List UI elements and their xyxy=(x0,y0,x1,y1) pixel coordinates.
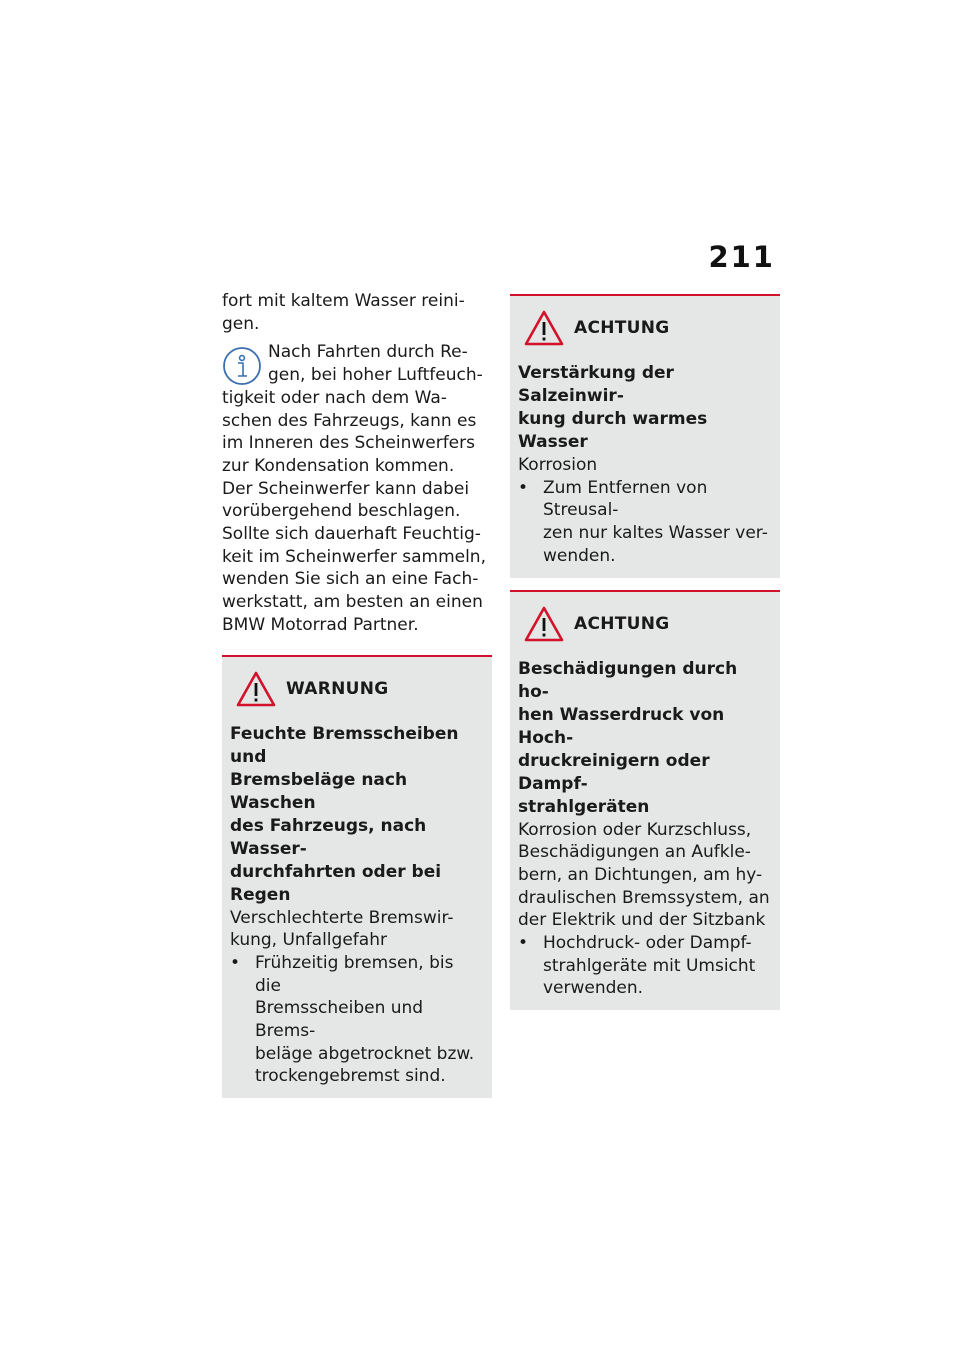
caution-header xyxy=(518,308,772,348)
text-line: wenden. xyxy=(543,545,616,566)
text-line: durchfahrten oder bei Regen xyxy=(230,861,442,905)
text-line: strahlgeräten xyxy=(518,796,650,817)
text-line: vorübergehend beschlagen. xyxy=(222,501,461,522)
text-line: BMW Motorrad Partner. xyxy=(222,614,419,635)
warning-triangle-icon xyxy=(236,671,276,707)
list-item xyxy=(230,952,484,1088)
list-item xyxy=(518,477,772,568)
left-column xyxy=(222,290,492,1098)
text-line: Bremsscheiben und Brems- xyxy=(255,998,424,1042)
list-item xyxy=(518,932,772,1000)
text-line: verwenden. xyxy=(543,978,644,999)
text-line: beläge abgetrocknet bzw. xyxy=(255,1043,475,1064)
caution-title xyxy=(518,658,772,819)
caution-box-1 xyxy=(510,294,780,578)
right-column xyxy=(510,294,780,1010)
caution-title xyxy=(518,362,772,454)
caution-header xyxy=(518,604,772,644)
text-line: Korrosion oder Kurzschluss, xyxy=(518,819,752,840)
text-line: Verstärkung der Salzeinwir- xyxy=(518,363,674,406)
text-line: zen nur kaltes Wasser ver- xyxy=(543,523,768,544)
text-line: des Fahrzeugs, nach Wasser- xyxy=(230,815,427,859)
text-line: gen. xyxy=(222,313,260,334)
caution-bullet-list xyxy=(518,477,772,568)
warning-title xyxy=(230,723,484,907)
text-line: draulischen Bremssystem, an xyxy=(518,887,770,908)
text-line: im Inneren des Scheinwerfers xyxy=(222,433,475,454)
info-note xyxy=(222,341,492,636)
warning-triangle-icon xyxy=(524,606,564,642)
text-line: Nach Fahrten durch Re- xyxy=(268,342,468,363)
text-line: Korrosion xyxy=(518,455,598,475)
text-line: kung, Unfallgefahr xyxy=(230,930,387,951)
text-line: Der Scheinwerfer kann dabei xyxy=(222,478,470,499)
warning-label: WARNUNG xyxy=(286,678,389,699)
warning-box xyxy=(222,655,492,1099)
text-line: zur Kondensation kommen. xyxy=(222,455,455,476)
text-line: tigkeit oder nach dem Wa- xyxy=(222,387,447,408)
warning-bullet-list xyxy=(230,952,484,1088)
warning-description xyxy=(230,907,484,952)
text-line: bern, an Dichtungen, am hy- xyxy=(518,864,763,885)
text-line: Bremsbeläge nach Waschen xyxy=(230,769,408,813)
text-line: Beschädigungen durch ho- xyxy=(518,658,738,702)
text-line: druckreinigern oder Dampf- xyxy=(518,750,710,794)
caution-description xyxy=(518,454,772,477)
caution-label: ACHTUNG xyxy=(574,318,670,338)
caution-description xyxy=(518,819,772,933)
text-line: gen, bei hoher Luftfeuch- xyxy=(268,365,483,386)
warning-triangle-icon xyxy=(524,310,564,346)
caution-bullet-list xyxy=(518,932,772,1000)
text-line: keit im Scheinwerfer sammeln, xyxy=(222,546,486,567)
text-line: hen Wasserdruck von Hoch- xyxy=(518,704,725,748)
text-line: • Frühzeitig bremsen, bis die xyxy=(255,952,454,996)
page-number: 211 xyxy=(708,240,775,274)
text-line: fort mit kaltem Wasser reini- xyxy=(222,291,465,311)
text-line: Feuchte Bremsscheiben und xyxy=(230,723,459,767)
caution-label: ACHTUNG xyxy=(574,613,670,634)
text-line: strahlgeräte mit Umsicht xyxy=(543,955,756,976)
info-icon xyxy=(222,346,262,386)
text-line: • Hochdruck- oder Dampf- xyxy=(543,933,752,954)
text-line: werkstatt, am besten an einen xyxy=(222,592,483,613)
text-line: wenden Sie sich an eine Fach- xyxy=(222,569,479,590)
text-line: Sollte sich dauerhaft Feuchtig- xyxy=(222,524,481,545)
text-line: trockengebremst sind. xyxy=(255,1066,446,1087)
intro-paragraph xyxy=(222,290,492,335)
text-line: der Elektrik und der Sitzbank xyxy=(518,910,766,931)
text-line: Verschlechterte Bremswir- xyxy=(230,907,454,928)
text-line: kung durch warmes Wasser xyxy=(518,409,708,452)
warning-header xyxy=(230,669,484,709)
text-line: Beschädigungen an Aufkle- xyxy=(518,842,751,863)
caution-box-2 xyxy=(510,590,780,1011)
text-line: schen des Fahrzeugs, kann es xyxy=(222,410,477,431)
text-line: • Zum Entfernen von Streusal- xyxy=(543,477,708,521)
